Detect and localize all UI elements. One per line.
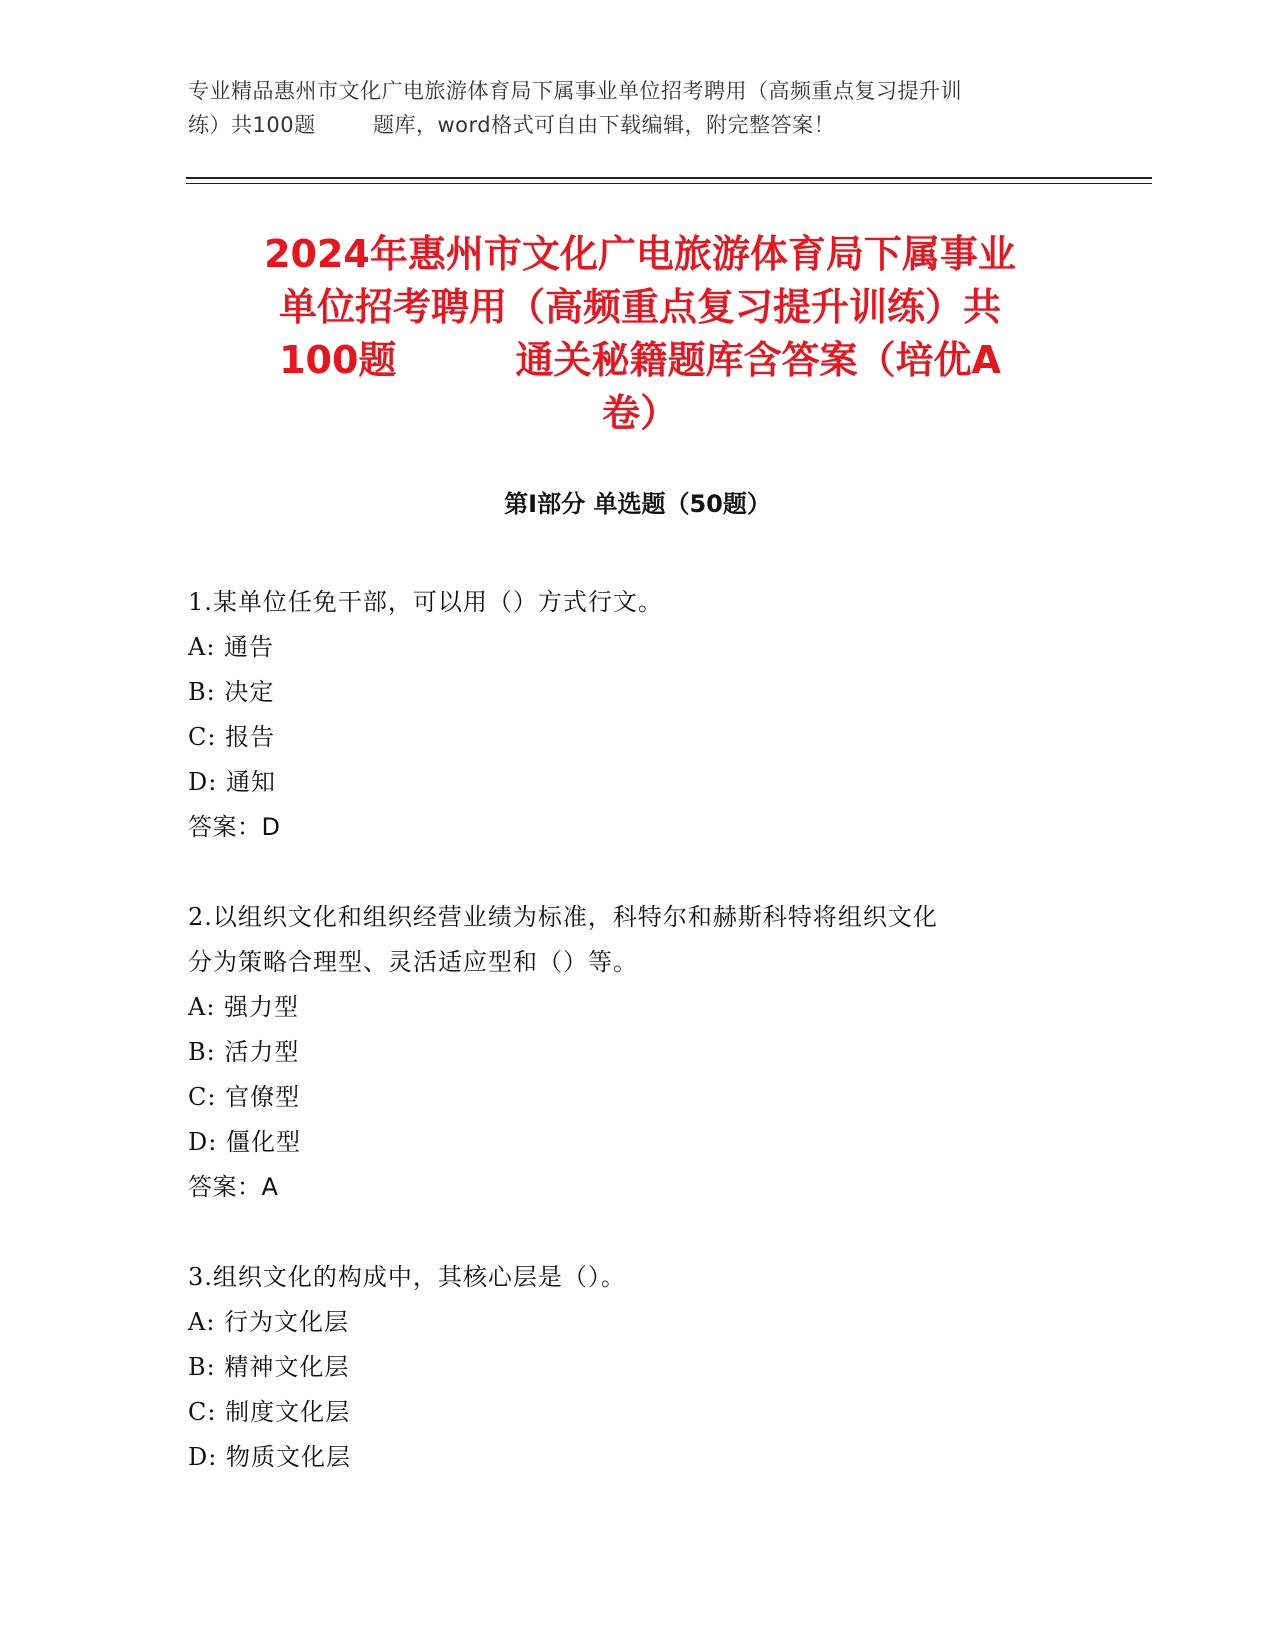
option-d: D: 物质文化层 (188, 1443, 351, 1471)
option-c: C: 官僚型 (188, 1083, 301, 1111)
answer: 答案：D (188, 813, 281, 841)
header-line-1: 专业精品惠州市文化广电旅游体育局下属事业单位招考聘用（高频重点复习提升训 (188, 79, 962, 103)
question-stem-line-1: 2.以组织文化和组织经营业绩为标准，科特尔和赫斯科特将组织文化 (188, 903, 938, 931)
question-list (188, 580, 1088, 1480)
answer: 答案：A (188, 1173, 279, 1201)
option-d: D: 僵化型 (188, 1128, 301, 1156)
option-c: C: 报告 (188, 723, 276, 751)
title-line-1: 2024年惠州市文化广电旅游体育局下属事业 (264, 232, 1016, 276)
question-stem: 3.组织文化的构成中，其核心层是（）。 (188, 1263, 626, 1291)
question-stem: 1.某单位任免干部，可以用（）方式行文。 (188, 588, 663, 616)
title-line-3: 100题 通关秘籍题库含答案（培优A (279, 338, 1001, 382)
page-header (188, 74, 1088, 142)
option-d: D: 通知 (188, 768, 276, 796)
option-a: A: 行为文化层 (188, 1308, 350, 1336)
option-a: A: 强力型 (188, 993, 300, 1021)
title-line-4: 卷） (601, 391, 678, 435)
title-line-2: 单位招考聘用（高频重点复习提升训练）共 (278, 285, 1001, 329)
option-c: C: 制度文化层 (188, 1398, 351, 1426)
document-title (180, 228, 1100, 440)
option-a: A: 通告 (188, 633, 275, 661)
section-title: 第I部分 单选题（50题） (504, 490, 771, 518)
header-rule-thick (186, 177, 1152, 179)
question-stem-line-2: 分为策略合理型、灵活适应型和（）等。 (188, 948, 638, 976)
header-rule-thin (186, 183, 1152, 184)
option-b: B: 精神文化层 (188, 1353, 350, 1381)
option-b: B: 决定 (188, 678, 275, 706)
question-3 (188, 1255, 1088, 1480)
question-1 (188, 580, 1088, 850)
header-line-2: 练）共100题 题库，word格式可自由下载编辑，附完整答案！ (188, 113, 836, 137)
option-b: B: 活力型 (188, 1038, 300, 1066)
question-2 (188, 895, 1088, 1210)
